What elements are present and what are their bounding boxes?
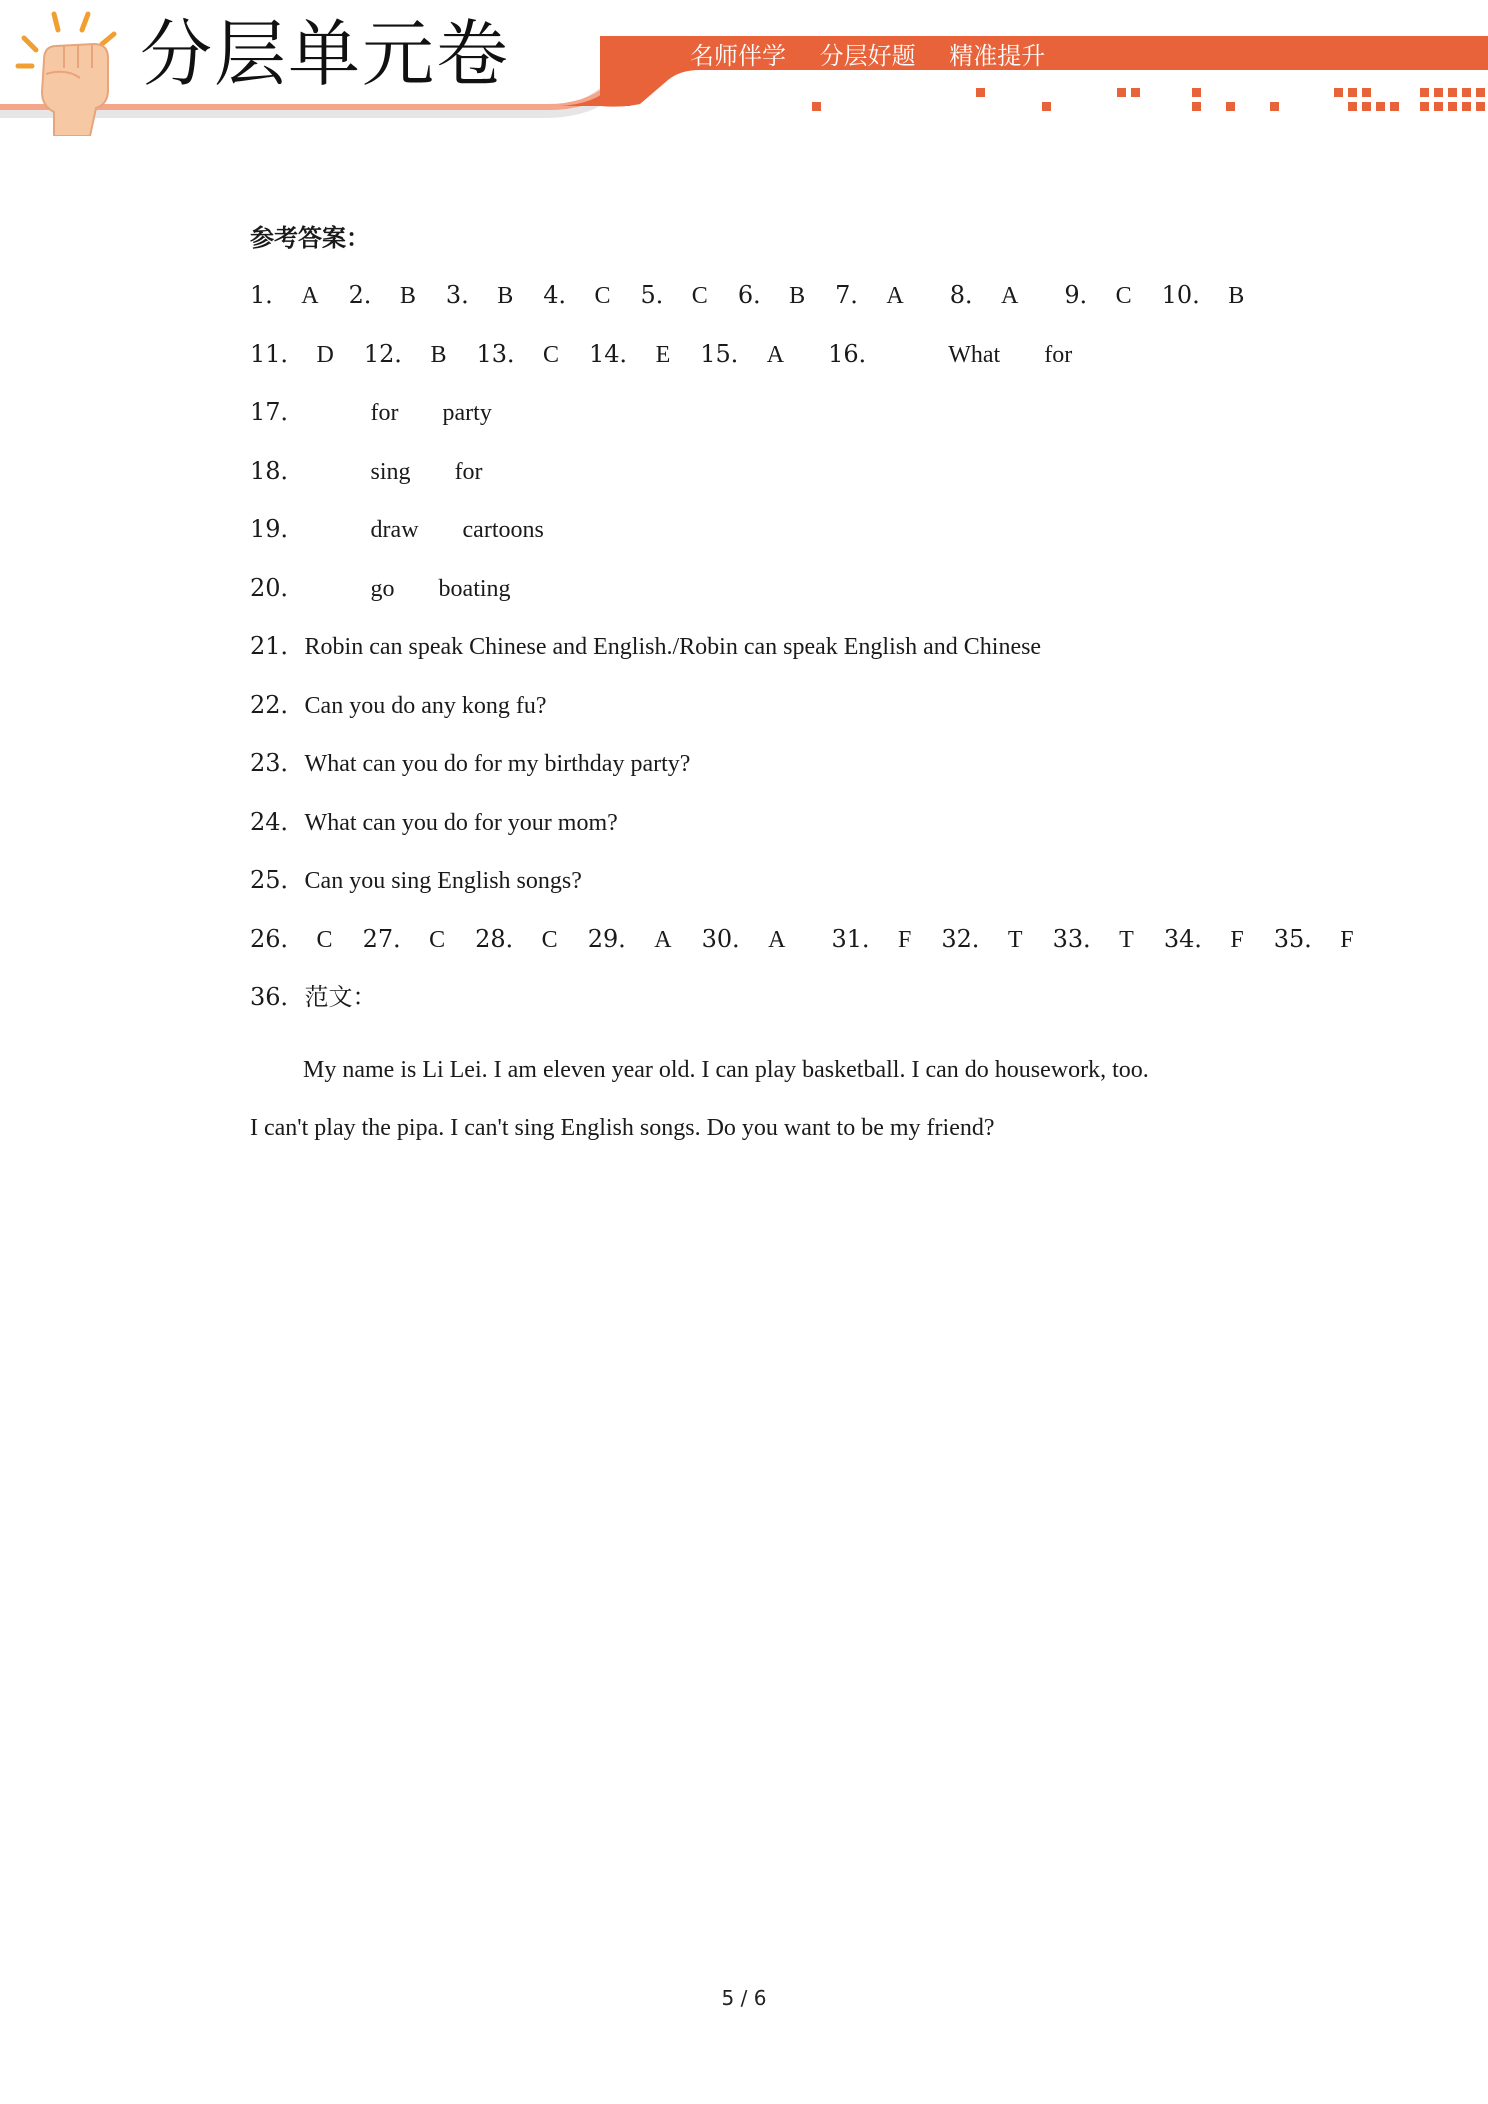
answer-item <box>475 924 558 955</box>
answer-letter: D <box>316 341 334 368</box>
answer-item <box>446 280 513 311</box>
answer-item <box>941 924 1022 955</box>
answer-word: party <box>442 400 492 426</box>
answer-item <box>831 924 911 955</box>
answer-letter: T <box>1119 926 1134 953</box>
answer-letter: C <box>691 283 708 309</box>
question-number: 33． <box>1052 924 1108 953</box>
answer-item <box>1053 924 1134 955</box>
question-number: 2． <box>348 281 388 309</box>
answer-letter: A <box>768 926 786 953</box>
answer-item <box>588 924 672 955</box>
answer-letter: A <box>766 341 785 368</box>
answer-item <box>543 280 610 311</box>
answer-item <box>1274 924 1354 955</box>
answer-letter: F <box>1340 926 1354 953</box>
answer-letter: F <box>1230 926 1244 953</box>
answer-letter: A <box>1001 283 1019 309</box>
answer-letter: C <box>316 926 333 953</box>
question-number: 15． <box>700 339 755 368</box>
answer-text: Robin can speak Chinese and English./Robin can speak English and Chinese <box>304 634 1042 660</box>
essay-paragraph-1: My name is Li Lei. I am eleven year old. I can play basketball. I can do housework, too. <box>303 1056 1149 1083</box>
answer-item <box>700 339 784 370</box>
sample-essay <box>250 1041 1270 1158</box>
question-number: 12． <box>363 339 419 368</box>
answer-letter: C <box>594 283 611 309</box>
answer-word: sing <box>370 458 411 485</box>
question-number: 22． <box>250 690 305 719</box>
answer-letter: A <box>886 283 904 309</box>
answer-text: Can you sing English songs? <box>304 868 582 894</box>
answer-text: Can you do any kong fu? <box>304 692 547 719</box>
question-number: 31． <box>831 924 887 953</box>
answer-item <box>1164 924 1244 955</box>
question-number: 11． <box>250 339 305 368</box>
answer-key <box>250 222 1354 1158</box>
slogan-3: 精准提升 <box>949 42 1046 70</box>
answer-24 <box>250 807 1270 866</box>
question-number: 3． <box>445 281 486 309</box>
question-number: 18． <box>250 456 305 485</box>
question-number: 17． <box>250 398 305 426</box>
question-number: 36． <box>250 983 305 1011</box>
question-number: 19． <box>250 515 305 543</box>
page-header <box>0 0 1488 140</box>
question-number: 9． <box>1064 281 1104 309</box>
answer-23 <box>250 748 1270 807</box>
question-number: 26． <box>250 924 305 953</box>
question-number: 1． <box>250 281 290 309</box>
answer-item <box>363 924 446 955</box>
question-number: 30． <box>701 924 757 953</box>
raised-fist-icon <box>10 8 130 136</box>
answer-text: What can you do for my birthday party? <box>304 751 691 777</box>
page-number: 5 / 6 <box>721 1986 767 2010</box>
answer-item <box>349 280 416 311</box>
answer-word: for <box>1044 341 1073 368</box>
answer-letter: B <box>497 283 514 309</box>
answer-word: draw <box>370 517 419 543</box>
question-number: 29． <box>587 924 643 953</box>
question-number: 27． <box>362 924 418 953</box>
slogan-1: 名师伴学 <box>690 42 786 70</box>
answer-letter: F <box>898 926 912 953</box>
answer-letter: C <box>1115 283 1132 309</box>
answer-letter: E <box>655 341 671 368</box>
question-number: 35． <box>1273 924 1329 953</box>
question-number: 34． <box>1163 924 1219 953</box>
question-number: 8． <box>949 281 990 309</box>
answer-text: What can you do for your mom? <box>304 809 618 836</box>
answer-word: What <box>948 341 1001 368</box>
answer-19 <box>250 514 1270 573</box>
question-number: 5． <box>640 281 680 309</box>
question-number: 7． <box>835 281 875 309</box>
answer-row-1-10 <box>250 280 1270 339</box>
answer-letter: C <box>543 341 560 368</box>
answer-word: boating <box>438 575 511 602</box>
answer-18 <box>250 456 1270 515</box>
answer-letter: B <box>789 283 806 309</box>
answer-item <box>476 339 559 370</box>
answer-word: for <box>454 458 483 485</box>
answer-item <box>364 339 447 370</box>
decorative-squares <box>812 88 1485 111</box>
answer-item <box>1064 280 1131 311</box>
answer-item <box>250 280 319 311</box>
answer-letter: B <box>430 341 447 368</box>
answer-item <box>738 280 805 311</box>
question-number: 4． <box>543 281 583 309</box>
answer-letter: C <box>429 926 446 953</box>
header-slogan <box>690 36 1071 71</box>
question-number: 13． <box>476 339 531 368</box>
question-number: 10． <box>1161 281 1217 309</box>
answer-20 <box>250 573 1270 632</box>
answer-letter: A <box>301 283 319 309</box>
answer-25 <box>250 865 1270 924</box>
answer-item <box>641 280 708 311</box>
question-number: 32． <box>941 924 996 953</box>
slogan-2: 分层好题 <box>819 42 916 70</box>
answer-item <box>1162 280 1245 311</box>
essay-paragraph-2: I can't play the pipa. I can't sing English songs. Do you want to be my friend? <box>250 1115 995 1141</box>
answer-word: go <box>370 575 395 602</box>
answer-letter: B <box>1228 283 1245 309</box>
brand-title: 分层单元卷 <box>140 12 511 96</box>
question-number: 20． <box>250 573 305 602</box>
question-number: 6． <box>737 281 778 309</box>
question-number: 16． <box>828 339 883 368</box>
essay-label: 范文： <box>304 985 377 1011</box>
answer-letter: C <box>541 926 558 953</box>
question-number: 23． <box>250 749 305 777</box>
answer-item <box>250 339 334 370</box>
question-number: 28． <box>475 924 530 953</box>
answer-row-26-35 <box>250 924 1354 983</box>
question-number: 14． <box>589 339 644 368</box>
answer-row-11-16 <box>250 339 1270 398</box>
answer-item <box>702 924 786 955</box>
answer-item <box>835 280 904 311</box>
answer-word: cartoons <box>462 517 544 543</box>
answer-item <box>589 339 670 370</box>
answer-36 <box>250 982 1270 1041</box>
answer-word: for <box>370 400 399 426</box>
question-number: 21． <box>250 632 305 660</box>
answer-letter: B <box>399 283 416 309</box>
answer-letter: A <box>654 926 672 953</box>
answer-item <box>250 924 333 955</box>
question-number: 25． <box>250 866 305 894</box>
answer-key-heading: 参考答案： <box>250 223 370 252</box>
answer-21 <box>250 631 1270 690</box>
answer-22 <box>250 690 1270 749</box>
answer-letter: T <box>1007 926 1023 953</box>
answer-17 <box>250 397 1270 456</box>
answer-item <box>950 280 1019 311</box>
question-number: 24． <box>250 807 305 836</box>
